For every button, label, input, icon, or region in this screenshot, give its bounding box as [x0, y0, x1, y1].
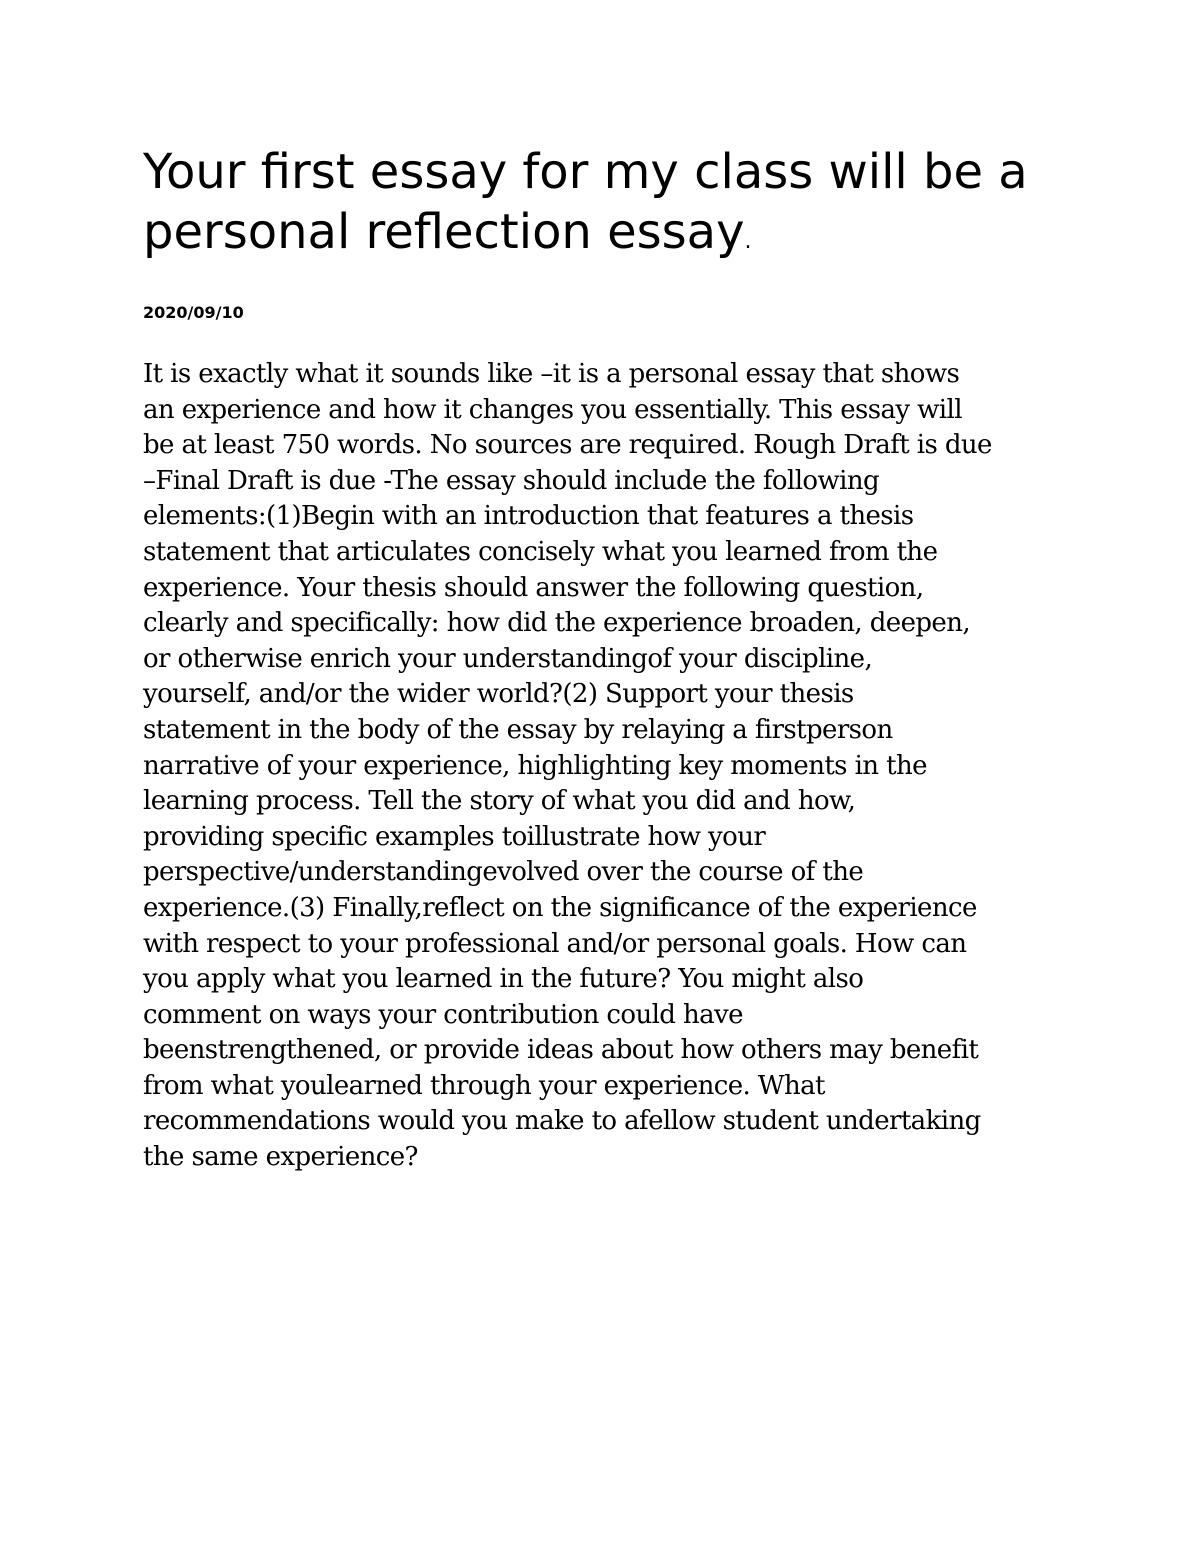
document-date: 2020/09/10 [143, 303, 244, 322]
document-title-text: Your first essay for my class will be a personal reflection essay [143, 144, 1028, 260]
document-body: It is exactly what it sounds like –it is a personal essay that shows an experience and how it changes you essentially. This essay will be at least 750 words. No sources are required. Rough Draft is due –Final Draft is due -The essay should include the following elements:(1)Begin with an introduction that features a thesis statement that articulates concisely what you learned from the experience. Your thesis should answer the following question, clearly and specifically: how did the experience broaden, deepen, or otherwise enrich your understandingof your discipline, yourself, and/or the wider world?(2) Support your thesis statement in the body of the essay by relaying a firstperson narrative of your experience, highlighting key moments in the learning process. Tell the story of what you did and how, providing specific examples toillustrate how your perspective/understandingevolved over the course of the experience.(3) Finally,reflect on the significance of the experience with respect to your professional and/or personal goals. How can you apply what you learned in the future? You might also comment on ways your contribution could have beenstrengthened, or provide ideas about how others may benefit from what youlearned through your experience. What recommendations would you make to afellow student undertaking the same experience? [143, 359, 992, 1173]
document-title-punctuation: . [744, 229, 752, 254]
document-title [143, 142, 1103, 272]
